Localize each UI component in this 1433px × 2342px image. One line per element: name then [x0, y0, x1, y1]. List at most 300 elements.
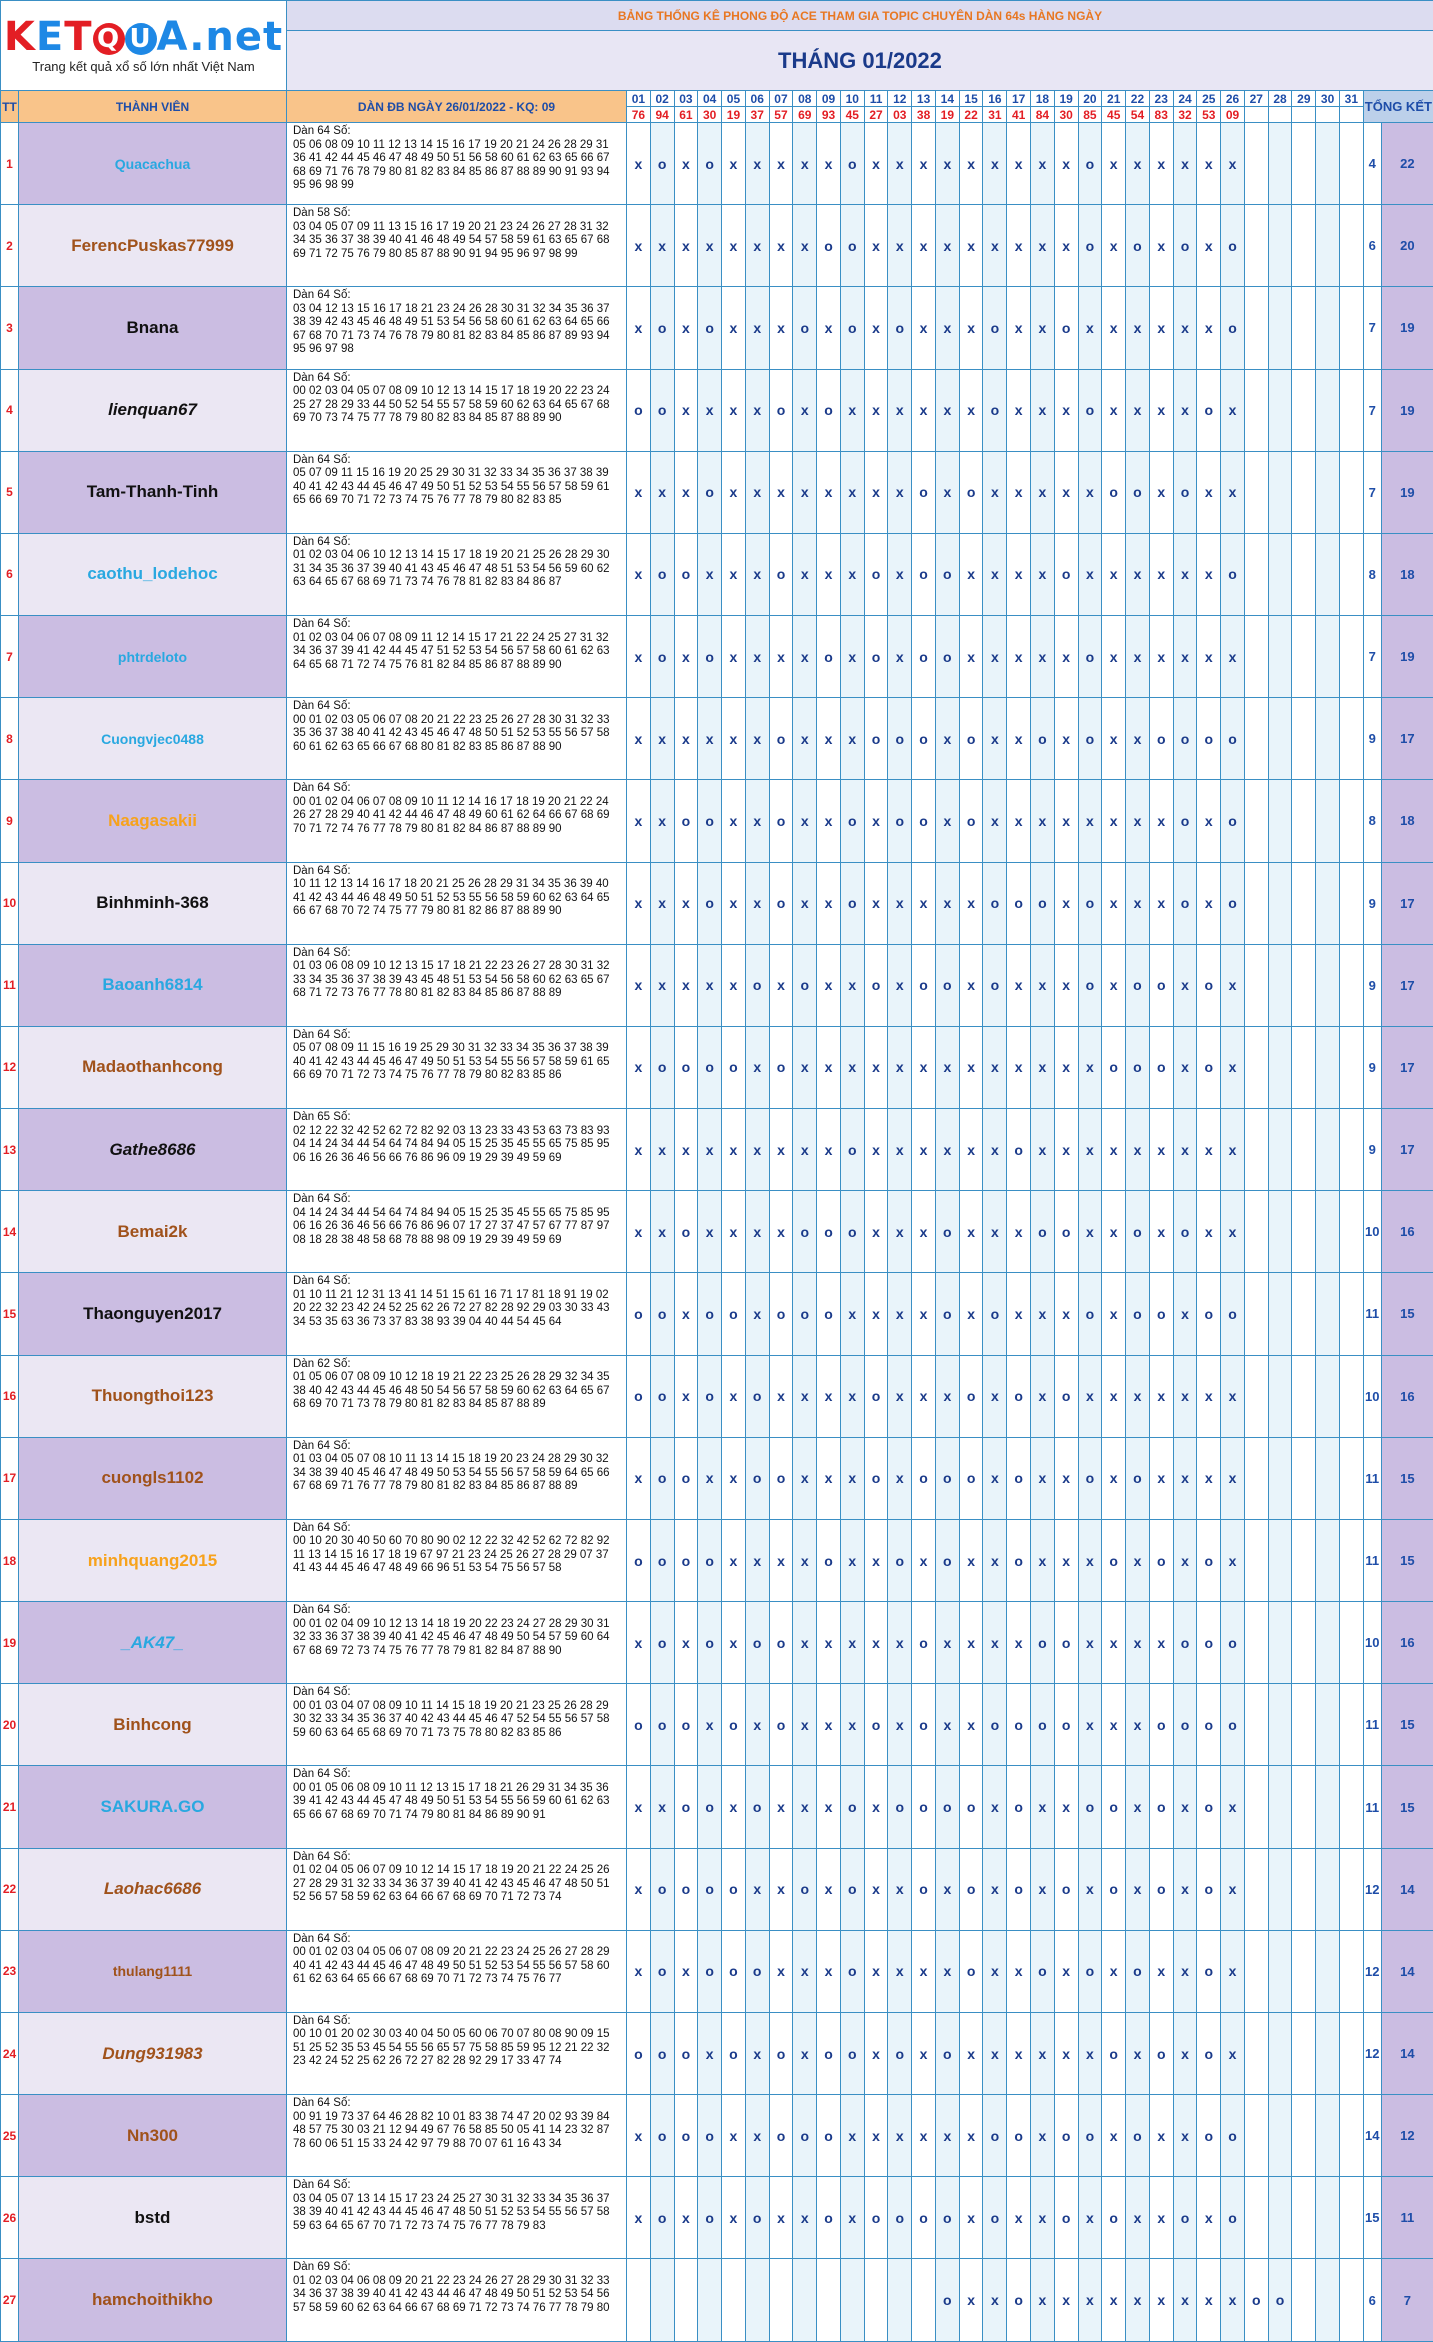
day-mark: [1292, 1848, 1316, 1930]
day-mark: [1268, 2177, 1292, 2259]
day-mark: o: [840, 1766, 864, 1848]
day-mark: [1268, 944, 1292, 1026]
day-mark: x: [1173, 1109, 1197, 1191]
day-mark: o: [1221, 862, 1245, 944]
day-mark: o: [1197, 2012, 1221, 2094]
day-mark: x: [1102, 1273, 1126, 1355]
day-mark: x: [1149, 780, 1173, 862]
day-mark: x: [698, 1437, 722, 1519]
day-mark: o: [1031, 698, 1055, 780]
day-mark: [1268, 616, 1292, 698]
dan-list: 00 01 02 04 09 10 12 13 14 18 19 20 22 23 24 27 28 29 30 31 32 33 36 37 38 39 40 41 42 45 46 47 48 49 50 54 57 59 60 64 67 68 69 72 73 74 75 76 77 78 79 81 82 84 87 88 90: [293, 1618, 620, 1659]
day-mark: [1339, 2177, 1363, 2259]
day-mark: o: [817, 2012, 841, 2094]
day-mark: x: [674, 451, 698, 533]
day-mark: x: [840, 1355, 864, 1437]
day-mark: [1244, 1109, 1268, 1191]
day-mark: o: [912, 1848, 936, 1930]
day-mark: x: [1102, 944, 1126, 1026]
day-header: 14: [935, 91, 959, 107]
day-mark: x: [1126, 1109, 1150, 1191]
day-mark: [1316, 1684, 1340, 1766]
day-mark: o: [1149, 1766, 1173, 1848]
dan-count: Dàn 64 Số:: [293, 125, 620, 139]
day-mark: o: [1007, 1848, 1031, 1930]
day-mark: x: [1031, 944, 1055, 1026]
dan-count: Dàn 64 Số:: [293, 1768, 620, 1782]
day-mark: x: [959, 1109, 983, 1191]
dan-count: Dàn 64 Số:: [293, 289, 620, 303]
day-mark: [840, 2259, 864, 2341]
day-mark: x: [1031, 1437, 1055, 1519]
day-mark: o: [627, 1519, 651, 1601]
day-mark: x: [935, 1930, 959, 2012]
dan-list: 00 02 03 04 05 07 08 09 10 12 13 14 15 17 18 19 20 22 23 24 25 27 28 29 33 44 50 52 54 55 57 58 59 60 62 63 64 65 67 68 69 70 73 74 75 77 78 79 80 82 83 84 85 87 88 89 90: [293, 385, 620, 426]
day-mark: x: [864, 2095, 888, 2177]
day-mark: x: [745, 1109, 769, 1191]
day-mark: [1244, 944, 1268, 1026]
day-mark: x: [1221, 1355, 1245, 1437]
day-mark: x: [722, 287, 746, 369]
member-row: [1, 369, 1433, 451]
day-mark: [1339, 205, 1363, 287]
dan-count: Dàn 64 Số:: [293, 782, 620, 796]
day-mark: [1316, 1355, 1340, 1437]
day-mark: o: [935, 944, 959, 1026]
day-mark: x: [888, 1109, 912, 1191]
day-mark: o: [1102, 1519, 1126, 1601]
day-mark: o: [1173, 780, 1197, 862]
day-mark: x: [1173, 616, 1197, 698]
day-mark: [1244, 698, 1268, 780]
day-mark: x: [1007, 1602, 1031, 1684]
day-result: 27: [864, 107, 888, 123]
day-mark: x: [722, 1355, 746, 1437]
day-mark: x: [793, 1602, 817, 1684]
day-mark: x: [1197, 780, 1221, 862]
day-mark: o: [1221, 205, 1245, 287]
day-mark: o: [698, 2095, 722, 2177]
day-mark: x: [793, 2012, 817, 2094]
day-mark: x: [722, 1602, 746, 1684]
day-mark: [1292, 533, 1316, 615]
row-number: 25: [1, 2095, 19, 2177]
day-mark: x: [722, 533, 746, 615]
day-mark: x: [1102, 1355, 1126, 1437]
dan-count: Dàn 64 Số:: [293, 865, 620, 879]
day-mark: x: [888, 533, 912, 615]
member-row: [1, 1109, 1433, 1191]
day-mark: x: [1054, 205, 1078, 287]
day-mark: x: [1102, 369, 1126, 451]
day-mark: o: [912, 944, 936, 1026]
day-mark: x: [793, 451, 817, 533]
day-result: 32: [1173, 107, 1197, 123]
day-mark: x: [698, 944, 722, 1026]
day-mark: x: [1054, 1766, 1078, 1848]
dan-numbers: [287, 944, 627, 1026]
day-mark: x: [1102, 123, 1126, 205]
day-mark: o: [1102, 1766, 1126, 1848]
day-result: 03: [888, 107, 912, 123]
day-mark: o: [935, 2177, 959, 2259]
total-misses: 17: [1381, 862, 1433, 944]
day-mark: x: [864, 1191, 888, 1273]
day-mark: x: [698, 2012, 722, 2094]
day-mark: o: [1149, 1273, 1173, 1355]
member-name: Cuongvjec0488: [19, 698, 287, 780]
day-mark: x: [983, 698, 1007, 780]
day-mark: x: [769, 1191, 793, 1273]
member-name: bstd: [19, 2177, 287, 2259]
day-mark: [1339, 1273, 1363, 1355]
logo-letter: E: [36, 14, 64, 60]
member-name: Quacachua: [19, 123, 287, 205]
day-mark: o: [817, 1519, 841, 1601]
day-mark: x: [1149, 533, 1173, 615]
day-mark: o: [769, 1684, 793, 1766]
day-mark: o: [912, 1437, 936, 1519]
day-mark: x: [1054, 1930, 1078, 2012]
day-mark: x: [650, 1766, 674, 1848]
day-mark: o: [769, 1026, 793, 1108]
day-mark: o: [769, 2095, 793, 2177]
day-mark: o: [817, 2095, 841, 2177]
day-mark: x: [1149, 1109, 1173, 1191]
dan-numbers: [287, 1109, 627, 1191]
day-mark: o: [864, 616, 888, 698]
day-mark: [1339, 1684, 1363, 1766]
day-mark: o: [769, 369, 793, 451]
day-mark: x: [627, 123, 651, 205]
day-result: 84: [1031, 107, 1055, 123]
day-mark: o: [722, 2012, 746, 2094]
day-mark: x: [864, 369, 888, 451]
header-dan: DÀN ĐB NGÀY 26/01/2022 - KQ: 09: [287, 91, 627, 123]
row-number: 13: [1, 1109, 19, 1191]
day-mark: [1244, 2177, 1268, 2259]
day-mark: x: [935, 1848, 959, 1930]
day-mark: x: [840, 944, 864, 1026]
row-number: 21: [1, 1766, 19, 1848]
day-mark: x: [1126, 1684, 1150, 1766]
day-mark: x: [935, 205, 959, 287]
day-mark: x: [959, 2259, 983, 2341]
day-mark: o: [1007, 2095, 1031, 2177]
day-mark: o: [817, 1191, 841, 1273]
day-mark: o: [912, 451, 936, 533]
day-header: 19: [1054, 91, 1078, 107]
day-mark: x: [1031, 1355, 1055, 1437]
day-mark: x: [840, 1519, 864, 1601]
day-mark: [1316, 1766, 1340, 1848]
day-mark: o: [1007, 1684, 1031, 1766]
member-row: [1, 944, 1433, 1026]
day-mark: x: [745, 698, 769, 780]
day-mark: o: [745, 1437, 769, 1519]
day-mark: x: [722, 1766, 746, 1848]
day-mark: x: [1173, 2012, 1197, 2094]
day-mark: [722, 2259, 746, 2341]
total-misses: 17: [1381, 944, 1433, 1026]
day-mark: x: [983, 1026, 1007, 1108]
day-mark: x: [1031, 1109, 1055, 1191]
day-mark: x: [627, 2095, 651, 2177]
day-mark: x: [983, 451, 1007, 533]
row-number: 6: [1, 533, 19, 615]
day-mark: x: [1149, 451, 1173, 533]
day-mark: x: [1173, 2259, 1197, 2341]
member-name: Binhcong: [19, 1684, 287, 1766]
day-mark: x: [722, 1109, 746, 1191]
day-mark: x: [983, 1355, 1007, 1437]
day-mark: o: [674, 1848, 698, 1930]
day-mark: x: [864, 287, 888, 369]
day-mark: o: [1126, 205, 1150, 287]
day-mark: [1292, 123, 1316, 205]
day-mark: x: [1102, 698, 1126, 780]
day-mark: [1244, 451, 1268, 533]
total-misses: 11: [1381, 2177, 1433, 2259]
day-header: 20: [1078, 91, 1102, 107]
day-mark: x: [1007, 369, 1031, 451]
member-row: [1, 2012, 1433, 2094]
day-mark: [1268, 1766, 1292, 1848]
day-header: 31: [1339, 91, 1363, 107]
day-mark: x: [1102, 1602, 1126, 1684]
day-mark: x: [1221, 1191, 1245, 1273]
day-mark: x: [864, 123, 888, 205]
day-mark: x: [1031, 1273, 1055, 1355]
day-mark: x: [935, 1026, 959, 1108]
member-row: [1, 1602, 1433, 1684]
dan-count: Dàn 64 Số:: [293, 1440, 620, 1454]
day-mark: x: [769, 123, 793, 205]
day-mark: x: [1031, 451, 1055, 533]
day-mark: x: [1054, 1273, 1078, 1355]
day-mark: x: [650, 1109, 674, 1191]
day-mark: x: [1149, 616, 1173, 698]
day-mark: x: [1221, 1437, 1245, 1519]
day-mark: o: [1054, 1191, 1078, 1273]
day-mark: o: [1221, 698, 1245, 780]
day-mark: o: [650, 1273, 674, 1355]
day-mark: x: [888, 1026, 912, 1108]
day-mark: o: [698, 451, 722, 533]
dan-list: 03 04 05 07 13 14 15 17 23 24 25 27 30 31 32 33 34 35 36 37 38 39 40 41 42 43 44 45 46 47 48 50 51 52 53 54 55 56 57 58 59 63 64 65 67 70 71 72 73 74 75 76 77 78 79 83: [293, 2193, 620, 2234]
row-number: 3: [1, 287, 19, 369]
day-mark: o: [1197, 698, 1221, 780]
day-mark: x: [1173, 1930, 1197, 2012]
day-mark: o: [1221, 1602, 1245, 1684]
day-mark: x: [793, 533, 817, 615]
total-hits: 11: [1363, 1273, 1381, 1355]
member-row: [1, 1766, 1433, 1848]
dan-count: Dàn 64 Số:: [293, 1275, 620, 1289]
day-mark: o: [1078, 1930, 1102, 2012]
day-mark: x: [1054, 2012, 1078, 2094]
day-header: 11: [864, 91, 888, 107]
day-mark: x: [912, 1273, 936, 1355]
day-mark: [1292, 1684, 1316, 1766]
member-row: [1, 1273, 1433, 1355]
dan-count: Dàn 64 Số:: [293, 2097, 620, 2111]
day-mark: o: [1078, 944, 1102, 1026]
day-mark: x: [912, 1930, 936, 2012]
logo-letter: Q: [93, 23, 125, 55]
day-mark: o: [722, 1684, 746, 1766]
ketqua-logo[interactable]: [1, 17, 286, 57]
dan-numbers: [287, 1766, 627, 1848]
day-mark: x: [1054, 1437, 1078, 1519]
day-mark: o: [1197, 369, 1221, 451]
day-mark: o: [698, 1930, 722, 2012]
day-mark: o: [1078, 616, 1102, 698]
day-mark: o: [935, 1273, 959, 1355]
day-result: 61: [674, 107, 698, 123]
day-mark: x: [888, 123, 912, 205]
day-mark: x: [674, 1355, 698, 1437]
day-mark: [1268, 698, 1292, 780]
day-mark: o: [698, 287, 722, 369]
day-mark: [1244, 1026, 1268, 1108]
total-hits: 7: [1363, 451, 1381, 533]
day-mark: x: [1007, 533, 1031, 615]
member-name: Madaothanhcong: [19, 1026, 287, 1108]
day-mark: x: [912, 2095, 936, 2177]
day-mark: x: [1007, 1930, 1031, 2012]
day-mark: x: [1126, 2012, 1150, 2094]
day-mark: o: [1054, 1602, 1078, 1684]
day-mark: x: [1054, 2259, 1078, 2341]
day-mark: x: [1102, 862, 1126, 944]
day-mark: o: [745, 2177, 769, 2259]
day-mark: x: [959, 616, 983, 698]
day-mark: [1244, 1930, 1268, 2012]
total-hits: 10: [1363, 1602, 1381, 1684]
dan-list: 01 02 03 04 06 08 09 20 21 22 23 24 26 27 28 29 30 31 32 33 34 36 37 38 39 40 41 42 43 44 46 47 48 49 50 51 52 53 54 56 57 58 59 60 62 63 64 66 67 68 69 71 72 73 74 76 77 78 79 80: [293, 2275, 620, 2316]
day-mark: x: [1078, 780, 1102, 862]
day-mark: x: [722, 2177, 746, 2259]
total-hits: 9: [1363, 1109, 1381, 1191]
day-mark: x: [864, 1766, 888, 1848]
day-mark: x: [1102, 533, 1126, 615]
total-hits: 15: [1363, 2177, 1381, 2259]
day-header: 21: [1102, 91, 1126, 107]
total-hits: 11: [1363, 1437, 1381, 1519]
day-mark: x: [793, 1026, 817, 1108]
day-mark: o: [769, 1273, 793, 1355]
day-mark: o: [1102, 1848, 1126, 1930]
total-hits: 12: [1363, 2012, 1381, 2094]
day-mark: [1316, 287, 1340, 369]
day-mark: o: [912, 1602, 936, 1684]
day-mark: o: [698, 1519, 722, 1601]
day-mark: o: [722, 1848, 746, 1930]
day-mark: o: [1031, 1930, 1055, 2012]
total-hits: 8: [1363, 780, 1381, 862]
day-mark: x: [1221, 369, 1245, 451]
row-number: 8: [1, 698, 19, 780]
day-mark: x: [912, 1191, 936, 1273]
member-name: _AK47_: [19, 1602, 287, 1684]
day-mark: [745, 2259, 769, 2341]
day-mark: x: [722, 698, 746, 780]
day-mark: o: [650, 2095, 674, 2177]
member-name: Tam-Thanh-Tinh: [19, 451, 287, 533]
day-mark: x: [698, 698, 722, 780]
day-mark: x: [1031, 1848, 1055, 1930]
day-mark: x: [1197, 533, 1221, 615]
day-mark: x: [674, 123, 698, 205]
day-mark: x: [983, 1848, 1007, 1930]
day-mark: [1244, 1273, 1268, 1355]
day-mark: o: [935, 533, 959, 615]
dan-list: 04 14 24 34 44 54 64 74 84 94 05 15 25 35 45 55 65 75 85 95 06 16 26 36 46 56 66 76 86 96 07 17 27 37 47 57 67 77 87 97 08 18 28 38 48 58 68 78 88 98 09 19 29 39 49 59 69: [293, 1207, 620, 1248]
day-mark: x: [864, 1109, 888, 1191]
day-mark: o: [1126, 1930, 1150, 2012]
dan-numbers: [287, 1437, 627, 1519]
day-mark: x: [627, 1191, 651, 1273]
day-mark: x: [1102, 1109, 1126, 1191]
day-mark: o: [650, 533, 674, 615]
day-mark: x: [817, 1437, 841, 1519]
day-mark: o: [650, 616, 674, 698]
day-mark: x: [793, 369, 817, 451]
day-header: 28: [1268, 91, 1292, 107]
day-header: 05: [722, 91, 746, 107]
day-mark: o: [840, 1191, 864, 1273]
dan-list: 00 01 03 04 07 08 09 10 11 14 15 18 19 20 21 23 25 26 28 29 30 32 33 34 35 36 37 40 42 43 44 45 46 47 52 54 55 56 57 58 59 60 63 64 65 68 69 70 71 73 75 78 80 82 83 85 86: [293, 1700, 620, 1741]
day-mark: x: [888, 451, 912, 533]
day-mark: x: [627, 1437, 651, 1519]
day-mark: o: [1149, 1026, 1173, 1108]
day-mark: x: [1054, 1519, 1078, 1601]
day-mark: x: [1078, 533, 1102, 615]
day-mark: o: [793, 287, 817, 369]
day-mark: o: [1031, 1684, 1055, 1766]
day-mark: [864, 2259, 888, 2341]
day-mark: x: [1149, 2095, 1173, 2177]
day-mark: x: [817, 1602, 841, 1684]
day-mark: x: [864, 205, 888, 287]
day-mark: x: [1197, 1191, 1221, 1273]
row-number: 15: [1, 1273, 19, 1355]
day-mark: o: [1054, 1355, 1078, 1437]
day-mark: x: [1031, 533, 1055, 615]
day-mark: x: [722, 616, 746, 698]
day-mark: x: [959, 944, 983, 1026]
day-mark: x: [722, 862, 746, 944]
day-mark: [1316, 1026, 1340, 1108]
day-mark: x: [912, 123, 936, 205]
row-number: 4: [1, 369, 19, 451]
total-hits: 8: [1363, 533, 1381, 615]
member-name: minhquang2015: [19, 1519, 287, 1601]
day-mark: x: [793, 1519, 817, 1601]
total-misses: 19: [1381, 451, 1433, 533]
day-mark: x: [674, 205, 698, 287]
day-mark: x: [1007, 944, 1031, 1026]
member-name: Gathe8686: [19, 1109, 287, 1191]
day-mark: x: [1054, 616, 1078, 698]
dan-list: 00 01 05 06 08 09 10 11 12 13 15 17 18 21 26 29 31 34 35 36 39 41 42 43 44 45 47 48 49 50 51 53 54 55 56 59 60 61 62 63 65 66 67 68 69 70 71 74 79 80 81 84 86 89 90 91: [293, 1782, 620, 1823]
day-mark: [1244, 533, 1268, 615]
day-mark: [1268, 1848, 1292, 1930]
day-mark: o: [793, 944, 817, 1026]
day-mark: x: [674, 287, 698, 369]
member-row: [1, 1191, 1433, 1273]
